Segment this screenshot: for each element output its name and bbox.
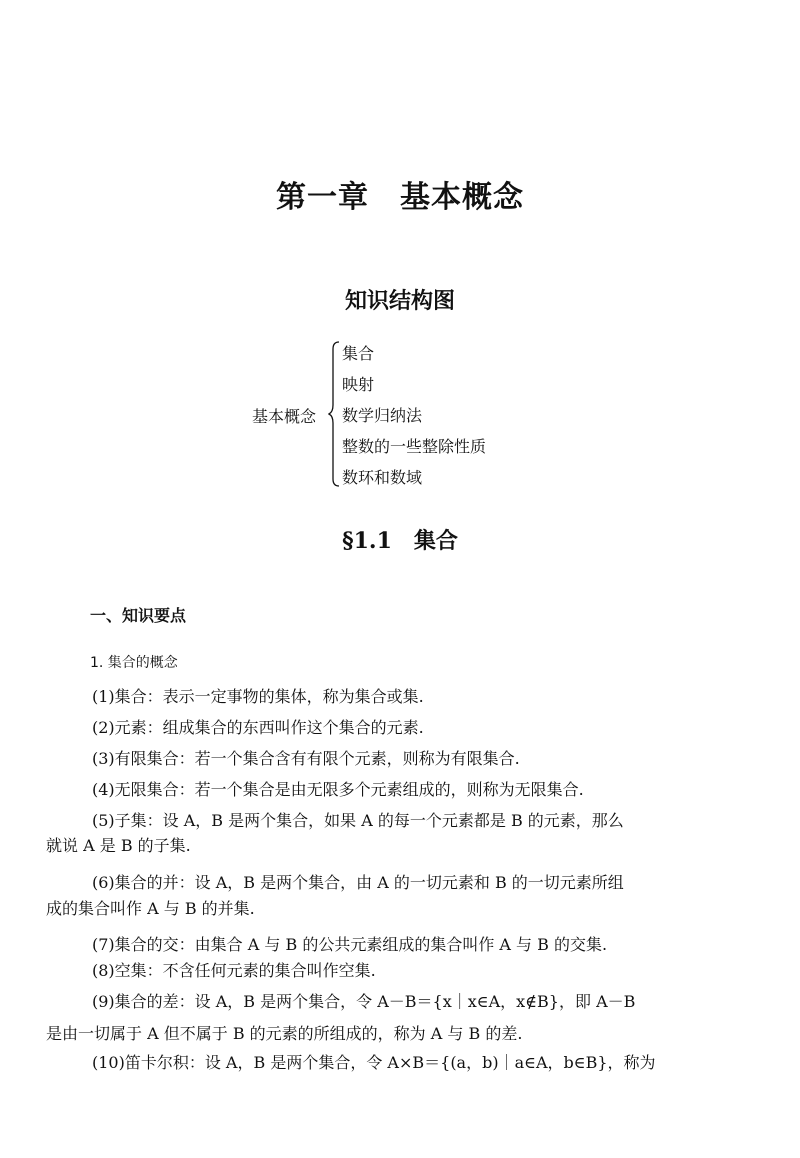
concept-tree-item: 集合 [342,344,375,363]
concept-tree-item: 整数的一些整除性质 [342,437,487,456]
text-line: (2)元素：组成集合的东西叫作这个集合的元素. [92,718,424,737]
structure-map-heading: 知识结构图 [344,289,455,314]
section-title [0,524,800,555]
text-line: (5)子集：设 A，B 是两个集合，如果 A 的每一个元素都是 B 的元素，那么 [92,811,624,830]
text-line: (1)集合：表示一定事物的集体，称为集合或集. [92,687,424,706]
text-line: (7)集合的交：由集合 A 与 B 的公共元素组成的集合叫作 A 与 B 的交集. [92,935,608,954]
text-line: (3)有限集合：若一个集合含有有限个元素，则称为有限集合. [92,749,520,768]
concept-tree-item: 映射 [342,375,375,394]
concept-tree-item: 数环和数域 [342,468,423,487]
concept-tree-item: 数学归纳法 [342,406,423,425]
text-line: (9)集合的差：设 A，B 是两个集合，令 A－B＝{x｜x∈A，x∉B}，即 A－B [92,992,636,1011]
concept-tree-root: 基本概念 [252,407,317,426]
text-line: 成的集合叫作 A 与 B 的并集. [46,899,255,918]
text-line: (6)集合的并：设 A，B 是两个集合，由 A 的一切元素和 B 的一切元素所组 [92,873,624,892]
left-brace-icon [328,341,340,487]
text-line: 就说 A 是 B 的子集. [46,836,191,855]
text-line: (4)无限集合：若一个集合是由无限多个元素组成的，则称为无限集合. [92,780,584,799]
section-number: §1.1 [342,528,392,554]
part-heading: 一、知识要点 [90,606,187,625]
chapter-title: 第一章 基本概念 [276,180,524,215]
text-line: (10)笛卡尔积：设 A，B 是两个集合，令 A×B＝{(a，b)｜a∈A，b∈B}，称为 [92,1053,656,1072]
text-line: 是由一切属于 A 但不属于 B 的元素的所组成的，称为 A 与 B 的差. [46,1024,523,1043]
section-name: 集合 [413,529,458,554]
text-line: (8)空集：不含任何元素的集合叫作空集. [92,961,376,980]
topic-heading: 1. 集合的概念 [90,655,178,671]
